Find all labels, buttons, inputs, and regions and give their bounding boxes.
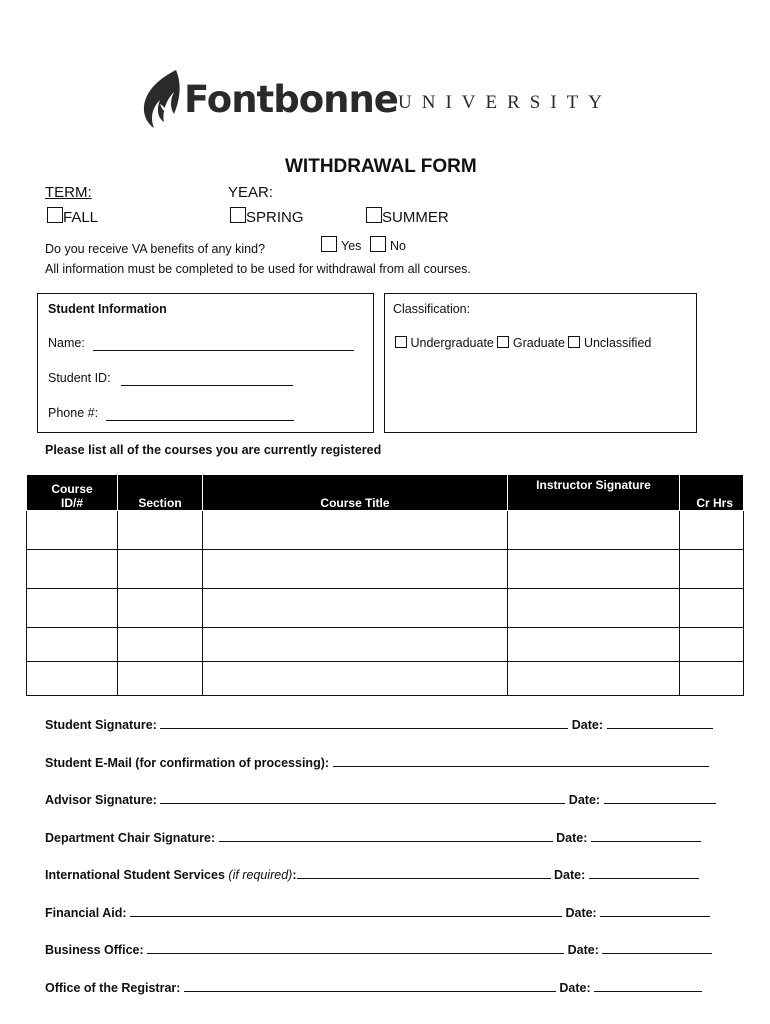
student-signature-date-field[interactable] [607, 717, 713, 729]
header-section: Section [118, 475, 203, 511]
university-logo [140, 68, 640, 132]
unclassified-checkbox[interactable] [568, 336, 580, 348]
date-label: Date: [559, 981, 591, 995]
student-id-label: Student ID: [48, 371, 111, 385]
course-title-cell[interactable] [203, 662, 508, 696]
va-no-option[interactable] [370, 236, 406, 253]
date-label: Date: [571, 718, 604, 732]
va-no-checkbox[interactable] [370, 236, 386, 252]
financial-aid-label: Financial Aid: [45, 906, 127, 920]
undergraduate-checkbox[interactable] [395, 336, 407, 348]
table-row [27, 628, 744, 662]
graduate-label: Graduate [512, 336, 565, 350]
cr-hrs-cell[interactable] [680, 662, 744, 696]
registrar-date-field[interactable] [594, 980, 702, 992]
business-office-signature-field[interactable] [147, 942, 564, 954]
date-label: Date: [553, 868, 586, 882]
intl-services-label: International Student Services [45, 868, 225, 882]
student-email-label: Student E-Mail (for confirmation of processing): [45, 756, 330, 770]
year-label: YEAR: [228, 184, 274, 201]
classification-options [395, 336, 651, 350]
spring-checkbox[interactable] [230, 207, 246, 223]
instructor-signature-cell[interactable] [508, 662, 680, 696]
course-title-cell[interactable] [203, 550, 508, 589]
instructor-signature-cell[interactable] [508, 589, 680, 628]
header-course-title: Course Title [203, 475, 508, 511]
date-label: Date: [567, 943, 599, 957]
dept-chair-signature-row [45, 830, 701, 845]
name-field[interactable] [93, 336, 354, 351]
form-title: WITHDRAWAL FORM [285, 156, 477, 177]
student-email-field[interactable] [333, 755, 709, 767]
unclassified-label: Unclassified [583, 336, 652, 350]
date-label: Date: [568, 793, 601, 807]
section-cell[interactable] [118, 589, 203, 628]
cr-hrs-cell[interactable] [680, 511, 744, 550]
term-summer-option[interactable] [366, 207, 449, 226]
section-cell[interactable] [118, 662, 203, 696]
financial-aid-row [45, 905, 710, 920]
dept-chair-signature-label: Department Chair Signature: [45, 831, 216, 845]
term-label: TERM: [45, 184, 92, 201]
logo-wordmark: Fontbonne [184, 78, 398, 121]
dept-chair-date-field[interactable] [591, 830, 701, 842]
table-row [27, 589, 744, 628]
course-id-cell[interactable] [27, 662, 118, 696]
business-office-date-field[interactable] [602, 942, 712, 954]
student-signature-field[interactable] [160, 717, 568, 729]
course-id-cell[interactable] [27, 550, 118, 589]
cr-hrs-cell[interactable] [680, 589, 744, 628]
undergraduate-label: Undergraduate [410, 336, 494, 350]
instructor-signature-cell[interactable] [508, 511, 680, 550]
course-id-cell[interactable] [27, 589, 118, 628]
advisor-signature-field[interactable] [160, 792, 565, 804]
date-label: Date: [556, 831, 588, 845]
classification-heading: Classification: [393, 302, 471, 316]
table-row [27, 550, 744, 589]
va-yes-checkbox[interactable] [321, 236, 337, 252]
advisor-signature-label: Advisor Signature: [45, 793, 157, 807]
cr-hrs-cell[interactable] [680, 628, 744, 662]
va-question: Do you receive VA benefits of any kind? [45, 242, 266, 256]
instructor-signature-cell[interactable] [508, 550, 680, 589]
term-spring-option[interactable] [230, 207, 304, 226]
logo-subtitle: UNIVERSITY [398, 92, 612, 113]
spring-label: SPRING [246, 209, 304, 226]
intl-services-note: (if required) [228, 868, 293, 882]
student-signature-row [45, 717, 713, 732]
phone-label: Phone #: [48, 406, 99, 420]
advisor-signature-row [45, 792, 716, 807]
graduate-checkbox[interactable] [497, 336, 509, 348]
va-yes-label: Yes [341, 239, 362, 253]
dept-chair-signature-field[interactable] [219, 830, 553, 842]
student-signature-label: Student Signature: [45, 718, 157, 732]
registrar-label: Office of the Registrar: [45, 981, 181, 995]
course-id-cell[interactable] [27, 628, 118, 662]
financial-aid-signature-field[interactable] [130, 905, 562, 917]
leaf-flame-icon [140, 70, 184, 130]
name-label: Name: [48, 336, 85, 350]
registrar-signature-field[interactable] [184, 980, 556, 992]
phone-field[interactable] [106, 406, 294, 421]
course-id-cell[interactable] [27, 511, 118, 550]
fall-label: FALL [63, 209, 99, 226]
course-title-cell[interactable] [203, 589, 508, 628]
header-cr-hrs: Cr Hrs [680, 475, 744, 511]
section-cell[interactable] [118, 511, 203, 550]
course-title-cell[interactable] [203, 628, 508, 662]
va-yes-option[interactable] [321, 236, 361, 253]
intl-services-signature-field[interactable] [297, 867, 551, 879]
courses-table [26, 474, 744, 696]
student-email-row [45, 755, 709, 770]
registrar-row [45, 980, 702, 995]
header-instructor-signature: Instructor Signature [508, 475, 680, 511]
instruction-text: All information must be completed to be used for withdrawal from all courses. [45, 262, 471, 276]
student-info-heading: Student Information [48, 302, 167, 316]
intl-services-row: International Student Services (if required): Date: [45, 867, 699, 882]
cr-hrs-cell[interactable] [680, 550, 744, 589]
term-fall-option[interactable] [47, 207, 98, 226]
financial-aid-date-field[interactable] [600, 905, 710, 917]
table-row [27, 511, 744, 550]
student-id-field[interactable] [121, 371, 293, 386]
summer-label: SUMMER [382, 209, 449, 226]
advisor-date-field[interactable] [604, 792, 716, 804]
intl-services-date-field[interactable] [589, 867, 699, 879]
courses-prompt: Please list all of the courses you are currently registered [45, 443, 382, 457]
courses-header-row [27, 475, 744, 511]
table-row [27, 662, 744, 696]
summer-checkbox[interactable] [366, 207, 382, 223]
course-title-cell[interactable] [203, 511, 508, 550]
date-label: Date: [565, 906, 597, 920]
business-office-label: Business Office: [45, 943, 144, 957]
instructor-signature-cell[interactable] [508, 628, 680, 662]
business-office-row [45, 942, 712, 957]
va-no-label: No [390, 239, 406, 253]
section-cell[interactable] [118, 550, 203, 589]
header-course-id: Course ID/# [27, 475, 118, 511]
section-cell[interactable] [118, 628, 203, 662]
fall-checkbox[interactable] [47, 207, 63, 223]
